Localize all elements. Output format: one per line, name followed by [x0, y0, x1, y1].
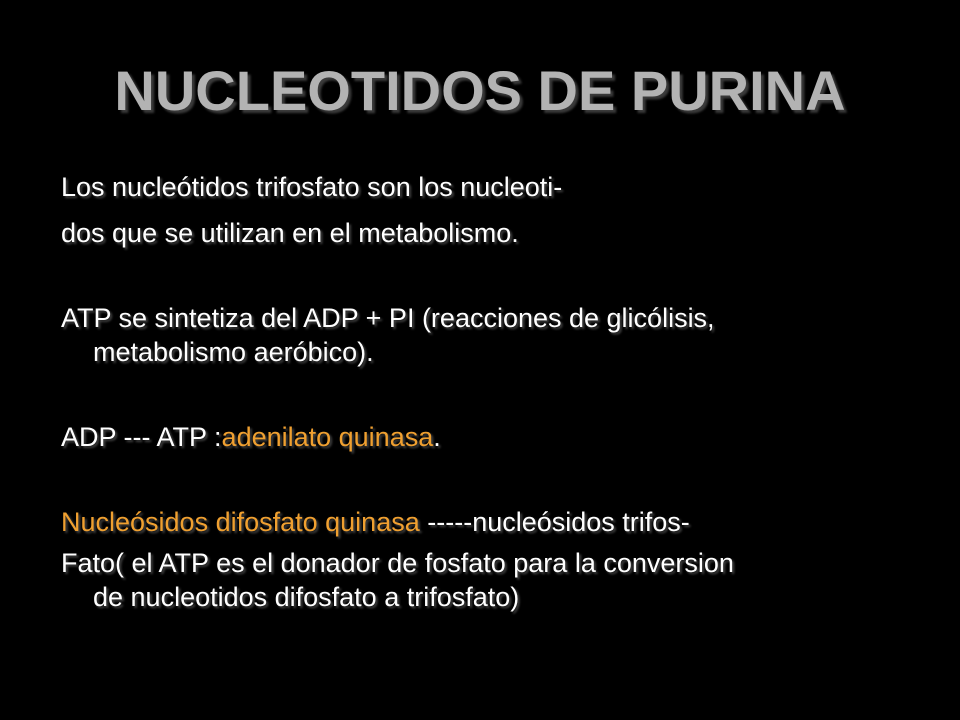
slide-title: NUCLEOTIDOS DE PURINA: [114, 59, 846, 122]
paragraph-5-line-2: de nucleotidos difosfato a trifosfato): [93, 582, 520, 612]
paragraph-5-line-1: Fato( el ATP es el donador de fosfato para la conversion: [61, 548, 734, 578]
paragraph-3-highlight: adenilato quinasa: [221, 422, 434, 452]
paragraph-1-line-2: dos que se utilizan en el metabolismo.: [61, 218, 519, 248]
paragraph-4: [61, 505, 921, 539]
paragraph-3-suffix: .: [433, 422, 441, 452]
paragraph-2-line-2: metabolismo aeróbico).: [93, 337, 374, 367]
paragraph-3: [61, 420, 921, 454]
paragraph-4-highlight: Nucleósidos difosfato quinasa: [61, 507, 420, 537]
paragraph-3-prefix: ADP --- ATP :: [61, 422, 222, 452]
paragraph-4-rest: -----nucleósidos trifos-: [419, 507, 690, 537]
paragraph-2-line-1: ATP se sintetiza del ADP + PI (reacciones de glicólisis,: [61, 303, 715, 333]
paragraph-1-line-1: Los nucleótidos trifosfato son los nucleoti-: [61, 172, 563, 202]
